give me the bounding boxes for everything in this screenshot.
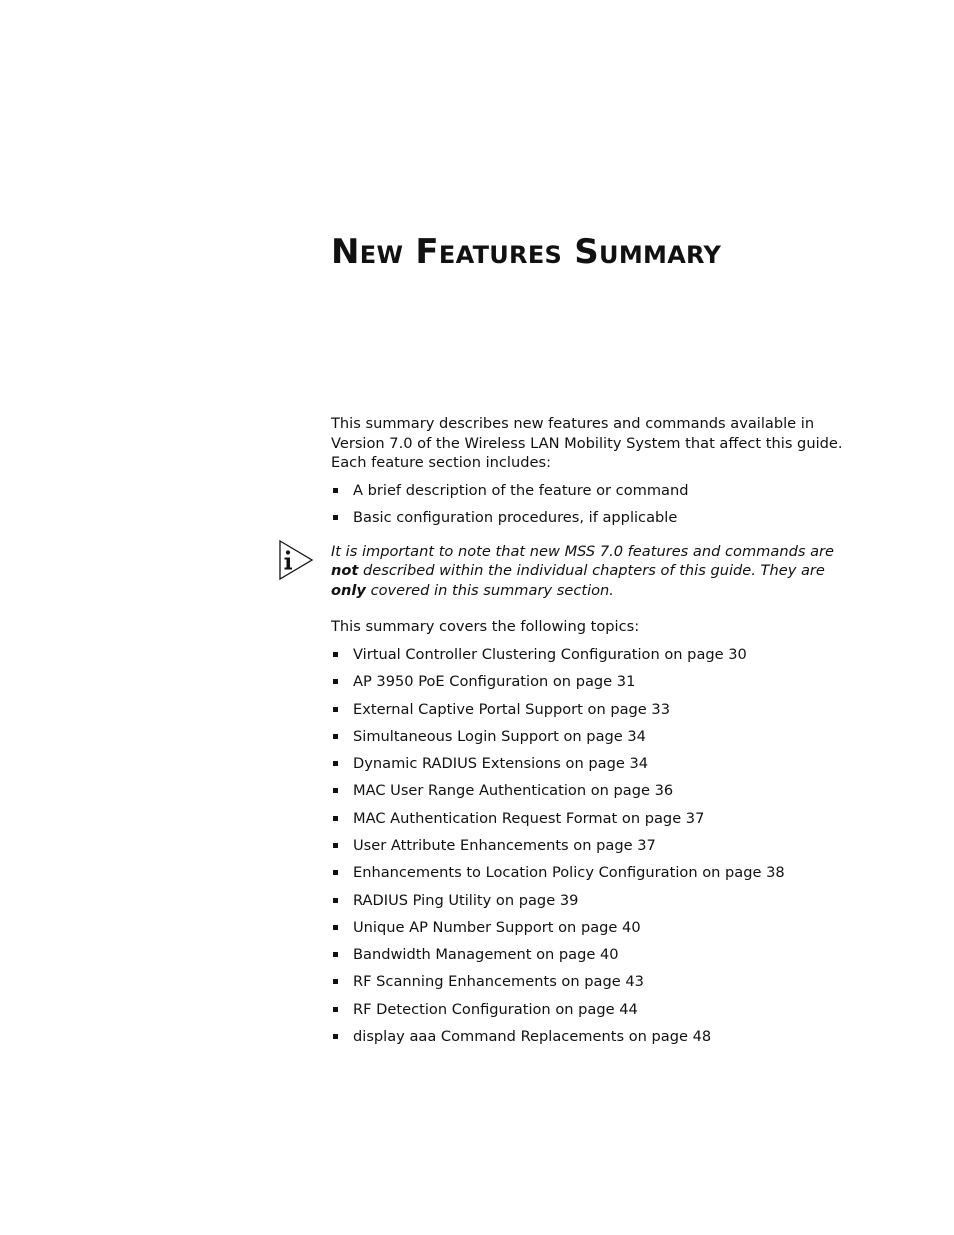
note-text: It is important to note that new MSS 7.0 features and commands are not described within the individual chapters of this guide. They are only covered in this summary section. xyxy=(331,542,835,599)
note-block xyxy=(331,542,846,601)
topic-item-unique-ap-number[interactable]: Unique AP Number Support on page 40 xyxy=(331,918,846,938)
intro-paragraph: This summary describes new features and commands available in Version 7.0 of the Wireless LAN Mobility System that affect this guide. Each feature section includes: xyxy=(331,415,843,472)
page-content xyxy=(331,414,846,1054)
topic-item-location-policy[interactable]: Enhancements to Location Policy Configuration on page 38 xyxy=(331,863,846,883)
topic-item-external-captive-portal[interactable]: External Captive Portal Support on page 33 xyxy=(331,700,846,720)
list-item: Basic configuration procedures, if applicable xyxy=(331,508,846,528)
topic-item-ap-3950-poe[interactable]: AP 3950 PoE Configuration on page 31 xyxy=(331,672,846,692)
topics-list xyxy=(331,645,846,1047)
topic-item-radius-ping[interactable]: RADIUS Ping Utility on page 39 xyxy=(331,891,846,911)
topic-item-simultaneous-login[interactable]: Simultaneous Login Support on page 34 xyxy=(331,727,846,747)
topic-item-dynamic-radius[interactable]: Dynamic RADIUS Extensions on page 34 xyxy=(331,754,846,774)
topic-item-display-aaa[interactable]: display aaa Command Replacements on page 48 xyxy=(331,1027,846,1047)
intro-list xyxy=(331,481,846,528)
topic-item-virtual-controller-clustering[interactable]: Virtual Controller Clustering Configuration on page 30 xyxy=(331,645,846,665)
topic-item-rf-scanning[interactable]: RF Scanning Enhancements on page 43 xyxy=(331,972,846,992)
note-emphasis-only: only xyxy=(331,581,366,599)
topic-item-user-attribute[interactable]: User Attribute Enhancements on page 37 xyxy=(331,836,846,856)
page-title: New Features Summary xyxy=(331,232,722,272)
info-icon xyxy=(278,540,314,580)
topic-item-rf-detection[interactable]: RF Detection Configuration on page 44 xyxy=(331,1000,846,1020)
topic-item-mac-auth-request-format[interactable]: MAC Authentication Request Format on page 37 xyxy=(331,809,846,829)
note-emphasis-not: not xyxy=(331,562,359,580)
list-item: A brief description of the feature or command xyxy=(331,481,846,501)
topics-intro: This summary covers the following topics: xyxy=(331,618,640,636)
topic-item-mac-user-range[interactable]: MAC User Range Authentication on page 36 xyxy=(331,781,846,801)
topic-item-bandwidth-management[interactable]: Bandwidth Management on page 40 xyxy=(331,945,846,965)
